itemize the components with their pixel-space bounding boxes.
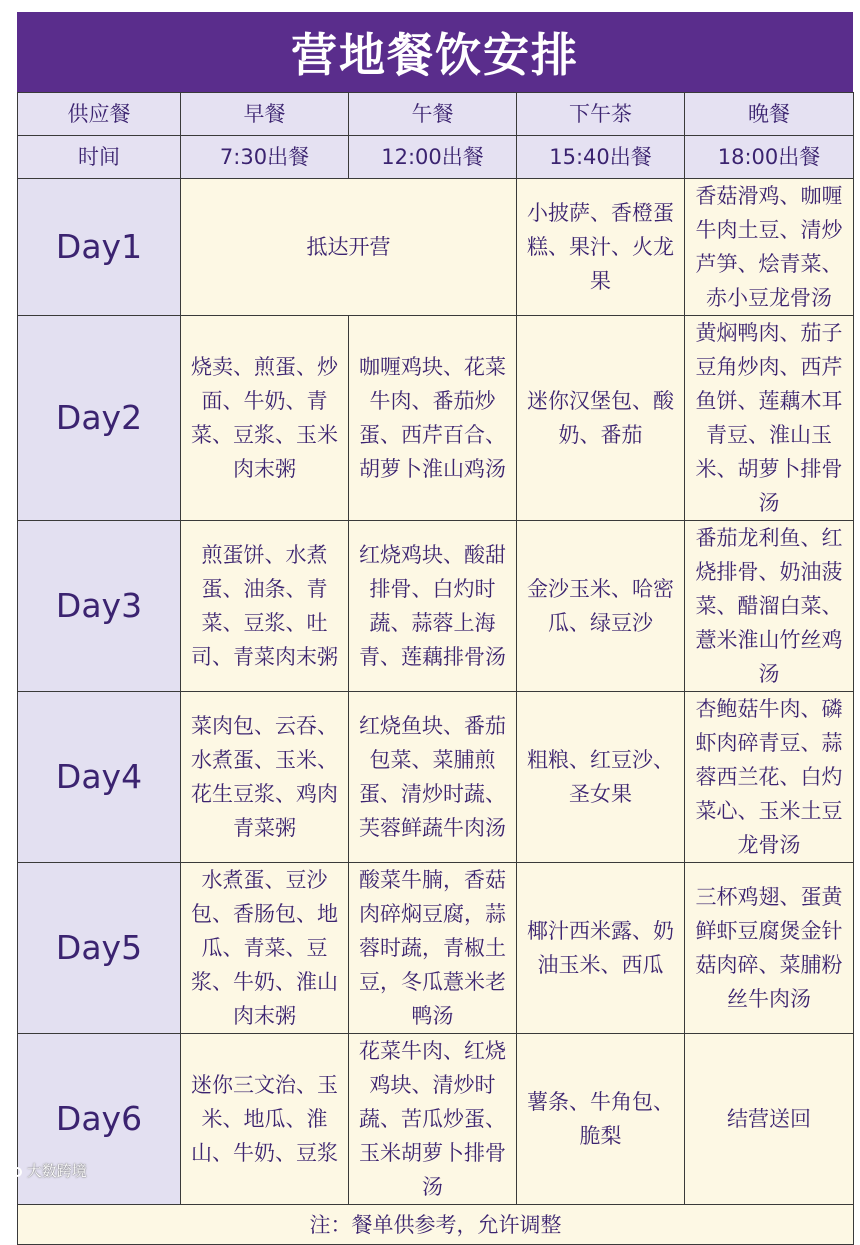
lunch-cell: 红烧鱼块、番茄包菜、菜脯煎蛋、清炒时蔬、芙蓉鲜蔬牛肉汤: [349, 692, 517, 863]
day-label: Day1: [18, 179, 181, 316]
table-row: [18, 521, 854, 692]
table-row: [18, 863, 854, 1034]
arrival-cell: 抵达开营: [181, 179, 517, 316]
breakfast-cell: 菜肉包、云吞、水煮蛋、玉米、花生豆浆、鸡肉青菜粥: [181, 692, 349, 863]
header-afternoon-tea: 下午茶: [517, 93, 685, 136]
breakfast-cell: 水煮蛋、豆沙包、香肠包、地瓜、青菜、豆浆、牛奶、淮山肉末粥: [181, 863, 349, 1034]
tea-cell: 椰汁西米露、奶油玉米、西瓜: [517, 863, 685, 1034]
breakfast-cell: 煎蛋饼、水煮蛋、油条、青菜、豆浆、吐司、青菜肉末粥: [181, 521, 349, 692]
header-dinner: 晚餐: [685, 93, 854, 136]
dinner-cell: 黄焖鸭肉、茄子豆角炒肉、西芹鱼饼、莲藕木耳青豆、淮山玉米、胡萝卜排骨汤: [685, 316, 854, 521]
tea-cell: 粗粮、红豆沙、圣女果: [517, 692, 685, 863]
lunch-cell: 红烧鸡块、酸甜排骨、白灼时蔬、蒜蓉上海青、莲藕排骨汤: [349, 521, 517, 692]
table-row: [18, 179, 854, 316]
time-lunch: 12:00出餐: [349, 136, 517, 179]
page-title: 营地餐饮安排: [17, 12, 853, 92]
breakfast-cell: 迷你三文治、玉米、地瓜、淮山、牛奶、豆浆: [181, 1034, 349, 1205]
tea-cell: 薯条、牛角包、脆梨: [517, 1034, 685, 1205]
dinner-cell: 结营送回: [685, 1034, 854, 1205]
watermark-text: 大数跨境: [26, 1162, 87, 1180]
dinner-cell: 杏鲍菇牛肉、磷虾肉碎青豆、蒜蓉西兰花、白灼菜心、玉米土豆龙骨汤: [685, 692, 854, 863]
note-text: 注：餐单供参考，允许调整: [18, 1205, 854, 1245]
time-label: 时间: [18, 136, 181, 179]
tea-cell: 小披萨、香橙蛋糕、果汁、火龙果: [517, 179, 685, 316]
day-label: Day2: [18, 316, 181, 521]
dinner-cell: 三杯鸡翅、蛋黄鲜虾豆腐煲金针菇肉碎、菜脯粉丝牛肉汤: [685, 863, 854, 1034]
meal-header-row: [18, 93, 854, 136]
time-afternoon-tea: 15:40出餐: [517, 136, 685, 179]
lunch-cell: 酸菜牛腩，香菇肉碎焖豆腐，蒜蓉时蔬，青椒土豆，冬瓜薏米老鸭汤: [349, 863, 517, 1034]
day-label: Day4: [18, 692, 181, 863]
note-row: [18, 1205, 854, 1245]
table-row: [18, 1034, 854, 1205]
header-breakfast: 早餐: [181, 93, 349, 136]
lunch-cell: 咖喱鸡块、花菜牛肉、番茄炒蛋、西芹百合、胡萝卜淮山鸡汤: [349, 316, 517, 521]
header-label: 供应餐: [18, 93, 181, 136]
tea-cell: 金沙玉米、哈密瓜、绿豆沙: [517, 521, 685, 692]
table-row: [18, 316, 854, 521]
dinner-cell: 香菇滑鸡、咖喱牛肉土豆、清炒芦笋、烩青菜、赤小豆龙骨汤: [685, 179, 854, 316]
lunch-cell: 花菜牛肉、红烧鸡块、清炒时蔬、苦瓜炒蛋、玉米胡萝卜排骨汤: [349, 1034, 517, 1205]
dinner-cell: 番茄龙利鱼、红烧排骨、奶油菠菜、醋溜白菜、薏米淮山竹丝鸡汤: [685, 521, 854, 692]
time-dinner: 18:00出餐: [685, 136, 854, 179]
logo-icon: [4, 1165, 22, 1179]
watermark: [4, 1160, 87, 1181]
day-label: Day6: [18, 1034, 181, 1205]
day-label: Day5: [18, 863, 181, 1034]
table-row: [18, 692, 854, 863]
breakfast-cell: 烧卖、煎蛋、炒面、牛奶、青菜、豆浆、玉米肉末粥: [181, 316, 349, 521]
meal-table: [17, 92, 854, 1245]
time-breakfast: 7:30出餐: [181, 136, 349, 179]
tea-cell: 迷你汉堡包、酸奶、番茄: [517, 316, 685, 521]
day-label: Day3: [18, 521, 181, 692]
header-lunch: 午餐: [349, 93, 517, 136]
time-row: [18, 136, 854, 179]
